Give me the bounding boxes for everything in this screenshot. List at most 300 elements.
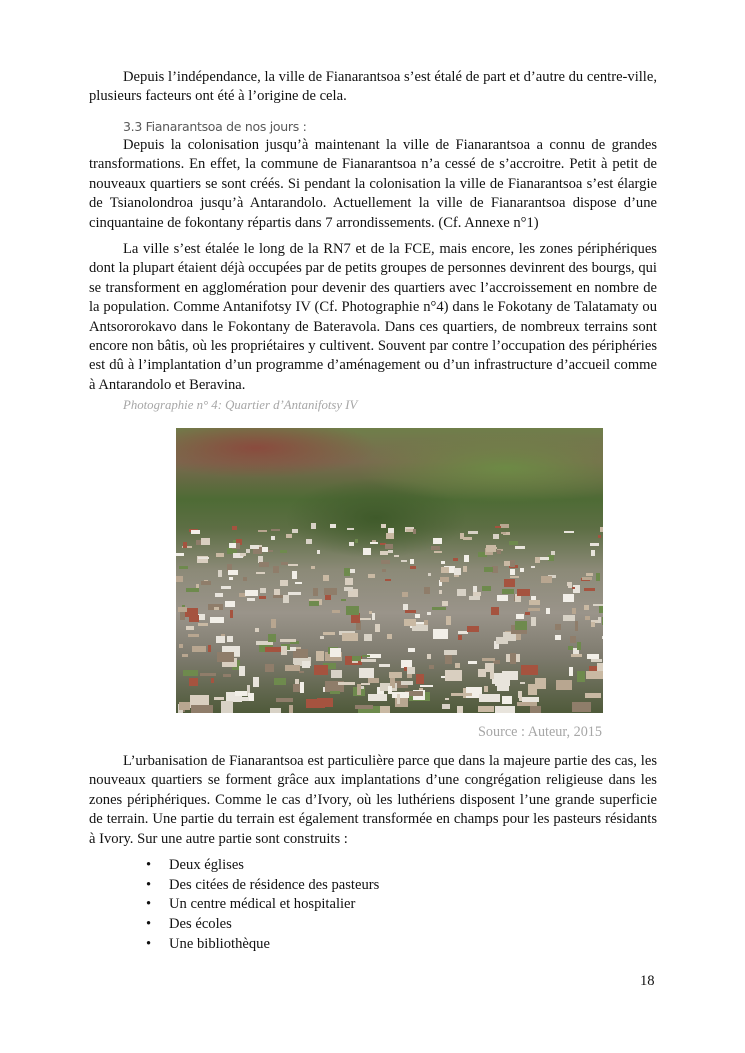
photo-building xyxy=(330,524,337,528)
bullet-icon: • xyxy=(146,876,152,893)
photo-building xyxy=(215,593,224,597)
list-item-text: Des citées de résidence des pasteurs xyxy=(169,876,380,893)
photo-building xyxy=(407,667,415,674)
photo-building xyxy=(360,618,371,620)
photo-building xyxy=(540,557,549,560)
photo-building xyxy=(434,551,442,553)
photo-building xyxy=(361,659,376,663)
photo-building xyxy=(468,661,477,664)
photo-building xyxy=(332,610,340,613)
photo-building xyxy=(364,634,372,641)
photo-building xyxy=(568,583,572,588)
photo-building xyxy=(510,576,519,578)
photo-building xyxy=(433,629,448,638)
photo-building xyxy=(509,541,519,545)
section-heading: 3.3 Fianarantsoa de nos jours : xyxy=(123,119,307,134)
photo-building xyxy=(317,550,321,554)
photo-building xyxy=(598,617,601,623)
photo-building xyxy=(232,526,237,530)
photo-building xyxy=(502,589,513,594)
photo-building xyxy=(382,569,386,572)
photo-building xyxy=(227,636,234,642)
photo-building xyxy=(467,626,479,632)
photo-building xyxy=(482,586,492,592)
photo-building xyxy=(259,562,269,567)
photo-building xyxy=(274,678,286,685)
photo-building xyxy=(397,694,400,705)
photo-building xyxy=(387,634,392,640)
photo-building xyxy=(457,589,466,596)
photo-building xyxy=(302,661,310,668)
photo-building xyxy=(510,569,515,575)
photo-building xyxy=(464,555,469,561)
photo-building xyxy=(210,617,224,624)
photo-building xyxy=(198,614,205,620)
photo-building xyxy=(440,577,448,582)
photo-building xyxy=(484,686,488,692)
photo-building xyxy=(198,623,207,626)
photo-building xyxy=(556,680,573,690)
photo-building xyxy=(381,560,391,564)
photo-building xyxy=(394,555,399,557)
photo-building xyxy=(520,682,525,684)
photo-building xyxy=(375,624,380,632)
photo-building xyxy=(370,542,379,544)
photo-building xyxy=(484,567,493,571)
photo-building xyxy=(555,624,561,630)
photo-source: Source : Auteur, 2015 xyxy=(478,724,602,740)
photo-building xyxy=(324,588,337,595)
photo-building xyxy=(346,606,359,615)
photo-building xyxy=(444,650,457,655)
photo-building xyxy=(460,533,464,539)
photo-building xyxy=(591,550,595,556)
photo-building xyxy=(429,665,434,670)
photo-building xyxy=(178,607,187,611)
photo-building xyxy=(575,621,578,630)
photo-building xyxy=(502,696,512,704)
photo-building xyxy=(572,608,576,615)
photo-building xyxy=(510,653,516,664)
photo-building xyxy=(441,567,449,573)
photo-building xyxy=(439,590,443,594)
photo-building xyxy=(451,693,472,697)
photo-building xyxy=(235,691,247,696)
photo-building xyxy=(357,684,360,695)
photo-building xyxy=(359,668,373,678)
list-item xyxy=(144,915,379,935)
photo-building xyxy=(281,562,288,566)
photo-building xyxy=(385,544,393,548)
photo-building xyxy=(338,682,355,685)
photo-building xyxy=(311,523,316,528)
photo-building xyxy=(295,582,302,584)
photo-building xyxy=(217,652,235,662)
photo-building xyxy=(186,626,193,631)
photo-building xyxy=(221,586,231,589)
photo-building xyxy=(591,622,595,627)
photo-building xyxy=(368,574,376,578)
photo-building xyxy=(571,654,581,657)
photo-building xyxy=(445,670,462,681)
list-item xyxy=(144,935,379,955)
photo-building xyxy=(221,701,233,713)
photo-building xyxy=(317,698,333,706)
bullet-icon: • xyxy=(146,896,152,913)
photo-building xyxy=(535,678,546,689)
photo-building xyxy=(260,588,267,593)
photo-building xyxy=(415,614,419,618)
photo-building xyxy=(591,659,602,662)
photo-building xyxy=(446,616,451,625)
photo-caption: Photographie n° 4: Quartier d’Antanifotsy IV xyxy=(123,398,358,412)
photo-building xyxy=(288,592,301,595)
photo-building xyxy=(216,553,224,557)
photo-building xyxy=(247,598,255,602)
photo-building xyxy=(406,529,413,531)
photo-antanifotsy xyxy=(176,428,603,713)
photo-building xyxy=(525,612,530,615)
photo-building xyxy=(262,547,268,552)
photo-building xyxy=(500,524,509,528)
photo-building xyxy=(405,610,416,613)
photo-building xyxy=(355,539,358,544)
photo-building xyxy=(473,592,481,596)
photo-building xyxy=(183,670,199,676)
photo-building xyxy=(268,634,276,642)
photo-building xyxy=(564,531,574,534)
photo-building xyxy=(572,702,591,712)
photo-building xyxy=(323,575,328,581)
photo-building xyxy=(441,561,445,565)
photo-building xyxy=(182,654,189,657)
photo-building xyxy=(546,608,550,614)
photo-building xyxy=(271,529,280,531)
photo-building xyxy=(442,704,450,709)
photo-building xyxy=(520,568,524,572)
photo-building xyxy=(300,682,305,693)
photo-building xyxy=(344,587,353,591)
photo-building xyxy=(458,635,463,640)
photo-building xyxy=(191,530,200,534)
photo-building xyxy=(386,533,394,538)
photo-building xyxy=(408,648,415,652)
photo-building xyxy=(433,538,442,544)
photo-building xyxy=(468,531,478,534)
photo-building xyxy=(445,698,449,700)
photo-building xyxy=(496,550,500,552)
photo-building xyxy=(577,671,584,682)
photo-building xyxy=(323,632,335,635)
photo-building xyxy=(176,576,183,582)
photo-building xyxy=(345,578,353,585)
photo-building xyxy=(455,663,460,667)
photo-building xyxy=(228,570,238,575)
photo-building xyxy=(341,599,346,601)
photo-building xyxy=(258,530,266,532)
photo-building xyxy=(192,646,206,652)
photo-building xyxy=(457,706,463,713)
photo-building xyxy=(292,571,297,578)
photo-building xyxy=(403,604,408,610)
bullet-icon: • xyxy=(146,916,152,933)
photo-building xyxy=(531,566,536,568)
photo-building xyxy=(176,553,184,555)
photo-building xyxy=(299,671,304,673)
photo-building xyxy=(211,678,214,683)
photo-building xyxy=(289,705,293,713)
photo-building xyxy=(180,612,185,620)
photo-building xyxy=(276,698,294,702)
photo-building xyxy=(243,577,247,581)
photo-building xyxy=(280,580,288,586)
photo-building xyxy=(381,524,386,528)
photo-building xyxy=(188,634,199,637)
list-item xyxy=(144,895,379,915)
photo-building xyxy=(392,692,409,697)
paragraph-intro xyxy=(89,68,657,107)
photo-building xyxy=(528,608,540,610)
photo-building xyxy=(501,532,506,534)
photo-building xyxy=(280,639,295,642)
photo-building xyxy=(223,674,231,677)
photo-building xyxy=(201,538,210,544)
photo-building xyxy=(586,573,593,576)
photo-building xyxy=(522,697,539,702)
photo-building xyxy=(271,619,275,628)
photo-building xyxy=(385,579,391,581)
photo-building xyxy=(496,637,508,644)
bullet-icon: • xyxy=(146,857,152,873)
photo-building xyxy=(250,545,259,549)
photo-building xyxy=(482,658,495,660)
photo-building xyxy=(432,607,446,610)
photo-building xyxy=(245,590,259,595)
photo-building xyxy=(555,635,561,640)
photo-building xyxy=(342,633,358,641)
list-item-text: Des écoles xyxy=(169,916,232,933)
photo-building xyxy=(584,588,596,591)
photo-building xyxy=(582,577,592,580)
photo-building xyxy=(256,572,265,574)
photo-building xyxy=(602,617,603,625)
photo-building xyxy=(416,674,424,684)
photo-building xyxy=(413,529,417,534)
photo-building xyxy=(361,683,371,685)
photo-building xyxy=(225,601,235,608)
photo-building xyxy=(388,686,392,693)
photo-building xyxy=(454,568,461,575)
photo-building xyxy=(563,615,575,621)
photo-building xyxy=(265,647,283,652)
photo-building xyxy=(273,566,280,573)
photo-building xyxy=(280,550,287,553)
photo-building xyxy=(198,557,208,560)
photo-building xyxy=(517,589,530,596)
photo-building xyxy=(515,621,527,631)
photo-building xyxy=(479,694,500,702)
photo-building xyxy=(189,678,198,685)
paragraph-colonisation xyxy=(89,136,657,233)
photo-building xyxy=(311,566,315,568)
photo-building xyxy=(281,646,287,654)
photo-building xyxy=(424,587,431,595)
photo-building xyxy=(402,592,408,597)
photo-building xyxy=(240,553,246,556)
photo-building xyxy=(288,564,297,566)
photo-building xyxy=(420,685,433,687)
photo-building xyxy=(347,528,353,531)
list-item-text: Deux églises xyxy=(169,857,244,873)
photo-building xyxy=(331,670,342,678)
photo-building xyxy=(186,588,199,593)
photo-building xyxy=(271,536,275,540)
photo-building xyxy=(309,601,320,607)
photo-building xyxy=(598,535,601,538)
photo-building xyxy=(599,606,603,613)
photo-building xyxy=(493,534,499,538)
photo-building xyxy=(330,648,341,657)
photo-building xyxy=(585,693,601,697)
photo-building xyxy=(230,610,233,618)
photo-building xyxy=(368,678,379,683)
photo-building xyxy=(584,605,589,610)
photo-building xyxy=(410,559,414,564)
photo-building xyxy=(563,594,574,602)
photo-building xyxy=(427,654,431,659)
photo-building xyxy=(216,636,225,643)
photo-building xyxy=(516,614,524,619)
photo-building xyxy=(270,708,281,713)
photo-building xyxy=(273,595,283,598)
photo-building xyxy=(259,596,267,598)
photo-building xyxy=(380,551,388,556)
photo-building xyxy=(229,543,236,548)
paragraph-text: Depuis l’indépendance, la ville de Fianarantsoa s’est étalé de part et d’autre du centre-ville, plusieurs facteurs ont été à l’origine de cela. xyxy=(89,69,657,105)
photo-building xyxy=(485,663,494,672)
photo-building xyxy=(306,539,312,544)
photo-building xyxy=(572,587,576,589)
list-item-text: Un centre médical et hospitalier xyxy=(169,896,356,913)
photo-building xyxy=(229,577,233,580)
photo-building xyxy=(239,666,245,676)
photo-building xyxy=(292,529,298,534)
photo-building xyxy=(586,671,603,679)
photo-building xyxy=(495,706,515,713)
photo-building xyxy=(200,673,215,676)
photo-building xyxy=(379,664,390,667)
photo-building xyxy=(313,588,318,596)
photo-building xyxy=(486,545,496,551)
photo-building xyxy=(590,543,598,546)
photo-building xyxy=(218,570,222,577)
photo-building xyxy=(372,613,375,620)
photo-building xyxy=(463,566,467,571)
photo-building xyxy=(388,550,393,553)
photo-building xyxy=(368,694,387,701)
photo-building xyxy=(253,677,259,687)
photo-building xyxy=(600,527,603,532)
photo-building xyxy=(355,705,373,709)
photo-building xyxy=(283,595,289,603)
photo-building xyxy=(530,706,541,713)
photo-building xyxy=(585,616,590,620)
photo-building xyxy=(240,697,248,701)
photo-building xyxy=(495,526,501,528)
photo-building xyxy=(529,600,540,605)
photo-building xyxy=(388,528,394,532)
photo-building xyxy=(214,697,224,700)
photo-building xyxy=(504,579,516,587)
photo-building xyxy=(602,636,603,640)
bullet-list xyxy=(144,856,379,955)
photo-building xyxy=(431,546,440,550)
photo-building xyxy=(363,548,371,555)
photo-building xyxy=(325,595,332,600)
photo-building xyxy=(372,540,376,542)
photo-building xyxy=(410,566,416,569)
photo-building xyxy=(179,702,190,710)
paragraph-urbanisation xyxy=(89,752,657,849)
photo-building xyxy=(320,636,324,639)
paragraph-text: L’urbanisation de Fianarantsoa est particulière parce que dans la majeure partie des cas, les nouveaux quartiers se forment grâce aux implantations d’une congrégation religieuse dans les zones périphériques. Comme le cas d’Ivory, où les luthériens disposent l’une grande superficie de terrain. Une partie du terrain est également transformée en champs pour les pasteurs résidants à Ivory. Sur une autre partie sont construits : xyxy=(89,753,657,847)
paragraph-extension xyxy=(89,240,657,395)
photo-building xyxy=(531,617,536,626)
photo-building xyxy=(183,542,187,548)
photo-building xyxy=(201,581,211,584)
photo-building xyxy=(330,691,340,694)
photo-building xyxy=(316,651,324,661)
paragraph-text: La ville s’est étalée le long de la RN7 et de la FCE, mais encore, les zones périphériques dont la plupart étaient déjà occupées par de petits groupes de personnes devinrent des bourgs, qui se transforment en agglomération pour devenir des quartiers avec l’accroissement en nombre de la population. Comme Antanifotsy IV (Cf. Photographie n°4) dans le Fokotany de Talatamaty ou Antsororokavo dans le Fokontany de Bateravola. Dans ces quartiers, de nombreux terrains sont encore non bâtis, où les propriétaires y cultivent. Souvent par contre l’occupation des périphéries est dû à l’implantation d’un programme d’aménagement ou d’un infrastructure d’accueil comme à Antarandolo et Beravina. xyxy=(89,241,657,393)
photo-building xyxy=(593,604,603,606)
photo-building xyxy=(349,542,354,546)
photo-building xyxy=(428,573,431,576)
photo-building xyxy=(401,681,413,685)
photo-building xyxy=(541,576,552,582)
photo-building xyxy=(246,549,250,553)
photo-building xyxy=(478,706,494,712)
photo-building xyxy=(286,534,292,538)
photo-building xyxy=(445,655,452,664)
photo-building xyxy=(314,665,328,675)
photo-building xyxy=(453,558,458,561)
paragraph-text: Depuis la colonisation jusqu’à maintenant la ville de Fianarantsoa a connu de grandes transformations. En effet, la commune de Fianarantsoa n’a cessé de s’accroitre. Petit à petit de nouveaux quartiers se sont créés. Si pendant la colonisation la ville de Fianarantsoa s’est élargie de Tsianolondroa jusqu’à Antarandolo. Actuellement la ville de Fianarantsoa dispose d’une cinquantaine de fokontany répartis dans 7 arrondissements. (Cf. Annexe n°1) xyxy=(89,137,657,231)
photo-building xyxy=(404,619,417,626)
list-item xyxy=(144,876,379,896)
photo-building xyxy=(179,644,182,648)
photo-building xyxy=(179,566,188,569)
photo-building xyxy=(214,607,219,611)
list-item-text: Une bibliothèque xyxy=(169,935,270,952)
photo-building xyxy=(521,665,537,675)
photo-building xyxy=(362,655,369,657)
photo-building xyxy=(577,642,581,650)
photo-building xyxy=(255,628,259,632)
photo-building xyxy=(569,667,573,677)
photo-building xyxy=(285,665,300,671)
list-item xyxy=(144,856,379,876)
photo-building xyxy=(570,636,575,643)
photo-building xyxy=(344,568,350,576)
photo-building xyxy=(265,664,274,673)
photo-building xyxy=(208,645,211,652)
photo-building xyxy=(389,672,401,679)
photo-building xyxy=(510,560,515,567)
photo-building xyxy=(515,546,525,549)
page-number: 18 xyxy=(640,973,655,989)
photo-building xyxy=(442,601,448,606)
photo-building xyxy=(191,705,212,713)
